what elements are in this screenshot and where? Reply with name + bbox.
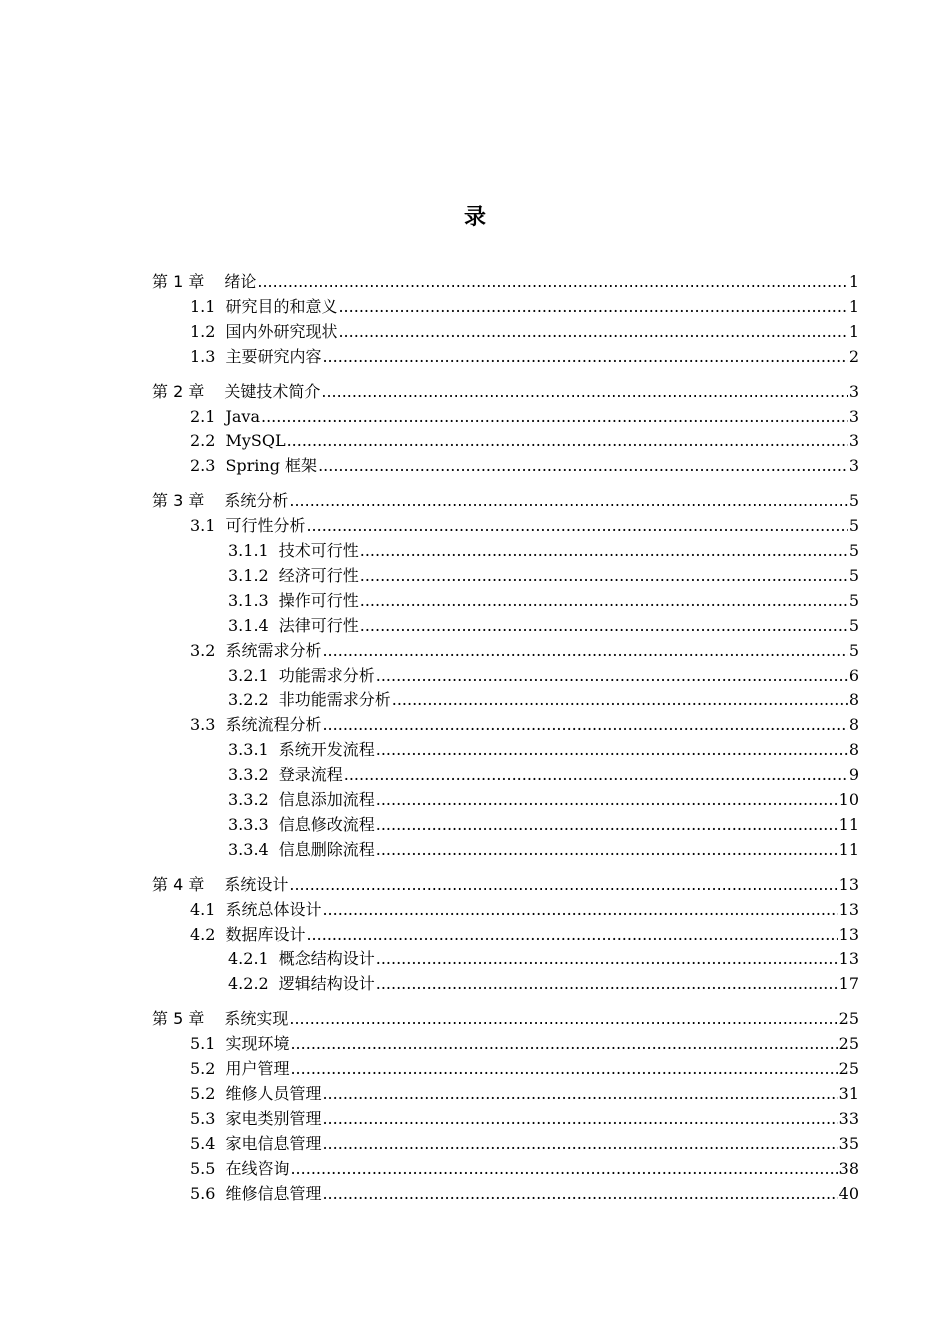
toc-dot-leader: [322, 713, 847, 737]
toc-entry[interactable]: [0, 295, 859, 319]
toc-entry-label: [228, 838, 375, 862]
toc-entry-text: 研究目的和意义: [225, 296, 338, 316]
toc-entry[interactable]: [0, 405, 859, 429]
toc-title: 录: [463, 205, 486, 230]
toc-entry-number: 1.2: [190, 321, 216, 341]
toc-entry[interactable]: [0, 1107, 859, 1131]
toc-entry-label: [152, 270, 256, 294]
toc-page-number: 3: [848, 431, 859, 451]
toc-dot-leader: [376, 813, 838, 837]
toc-entry-text: 系统设计: [224, 874, 289, 894]
toc-entry-label: [228, 788, 375, 812]
toc-entry-label: [152, 873, 288, 897]
toc-entry-label: [190, 1182, 321, 1206]
toc-entry-label: [190, 345, 321, 369]
toc-entry-number: 3.1: [190, 516, 216, 536]
toc-entry-text: 在线咨询: [225, 1158, 290, 1178]
toc-page-number: 6: [848, 665, 859, 685]
toc-entry-text: 关键技术简介: [224, 381, 321, 401]
toc-entry-number: 2.2: [190, 431, 216, 451]
toc-dot-leader: [376, 838, 838, 862]
toc-dot-leader: [322, 1107, 837, 1131]
toc-entry-text: 非功能需求分析: [278, 690, 391, 710]
toc-entry-label: [228, 539, 359, 563]
toc-entry-text: 技术可行性: [278, 541, 359, 560]
toc-entry-label: [190, 639, 321, 663]
toc-entry[interactable]: [0, 489, 859, 513]
toc-entry[interactable]: [0, 564, 859, 588]
toc-dot-leader: [360, 539, 848, 563]
toc-entry[interactable]: [0, 514, 859, 538]
toc-entry-number: 3.3.1: [228, 740, 269, 760]
toc-entry-label: [228, 564, 359, 588]
toc-page-number: 11: [838, 839, 859, 859]
toc-entry-text: Java: [225, 406, 260, 426]
toc-entry-text: 操作可行性: [278, 590, 359, 610]
toc-page-number: 9: [848, 765, 859, 785]
toc-entry-number: 3.1.1: [228, 541, 269, 560]
toc-page-number: 1: [848, 296, 859, 316]
toc-entry[interactable]: [0, 270, 859, 294]
toc-page-number: 5: [848, 541, 859, 560]
toc-entry-text: 系统流程分析: [225, 715, 322, 735]
toc-entry-text: 信息删除流程: [278, 839, 375, 859]
toc-page-number: 5: [848, 491, 859, 511]
toc-dot-leader: [289, 1007, 837, 1031]
toc-entry-number: 4.2: [190, 924, 216, 944]
toc-entry-number: 第 5 章: [152, 1009, 205, 1029]
toc-dot-leader: [289, 873, 837, 897]
toc-entry-label: [190, 713, 321, 737]
toc-entry-text: 逻辑结构设计: [278, 974, 375, 994]
toc-entry-label: [190, 898, 321, 922]
toc-page-number: 5: [848, 565, 859, 585]
toc-entry-text: 维修人员管理: [225, 1083, 322, 1103]
toc-page-number: 8: [848, 690, 859, 710]
toc-entry-text: 系统实现: [224, 1009, 289, 1029]
toc-entry-number: 4.1: [190, 899, 216, 919]
toc-entry-number: 3.2.1: [228, 665, 269, 685]
toc-entry[interactable]: [0, 1032, 859, 1056]
toc-entry-number: 3.2: [190, 640, 216, 660]
toc-entry-label: [190, 1082, 321, 1106]
toc-dot-leader: [360, 614, 848, 638]
toc-entry-label: [152, 1007, 288, 1031]
toc-entry-label: [152, 489, 288, 513]
toc-page-number: 25: [838, 1009, 859, 1029]
toc-entry-text: 系统总体设计: [225, 899, 322, 919]
toc-entry-text: 经济可行性: [278, 565, 359, 585]
toc-entry-text: 登录流程: [278, 765, 343, 785]
toc-entry-number: 5.2: [190, 1059, 216, 1078]
toc-entry-number: 3.3.2: [228, 765, 269, 785]
toc-page-number: 1: [848, 272, 859, 291]
toc-entry-label: [228, 763, 343, 787]
toc-dot-leader: [376, 664, 848, 688]
toc-entry-text: 信息添加流程: [278, 790, 375, 809]
toc-page-number: 13: [838, 949, 859, 969]
toc-dot-leader: [306, 923, 837, 947]
toc-dot-leader: [306, 514, 847, 538]
toc-entry[interactable]: [0, 639, 859, 663]
toc-dot-leader: [376, 972, 838, 996]
toc-dot-leader: [322, 639, 847, 663]
toc-entry-text: 维修信息管理: [225, 1183, 322, 1203]
toc-page-number: 5: [848, 590, 859, 610]
toc-dot-leader: [322, 1132, 837, 1156]
toc-entry-text: 实现环境: [225, 1034, 290, 1054]
toc-page-number: 1: [848, 321, 859, 341]
toc-entry[interactable]: [0, 873, 859, 897]
toc-entry-text: 绪论: [224, 272, 257, 291]
toc-entry-text: 信息修改流程: [278, 814, 375, 834]
toc-entry-text: 系统分析: [224, 491, 289, 511]
toc-dot-leader: [322, 1182, 837, 1206]
toc-dot-leader: [290, 1032, 837, 1056]
toc-page-number: 40: [838, 1183, 859, 1203]
toc-entry[interactable]: [0, 614, 859, 638]
toc-page-number: 25: [838, 1059, 859, 1078]
toc-entry-label: [190, 1132, 321, 1156]
toc-entry-number: 4.2.1: [228, 949, 269, 969]
toc-entry-number: 第 3 章: [152, 491, 205, 511]
toc-entry-label: [190, 295, 337, 319]
toc-entry[interactable]: [0, 813, 859, 837]
toc-entry[interactable]: [0, 664, 859, 688]
toc-entry-number: 2.1: [190, 406, 216, 426]
toc-dot-leader: [392, 688, 848, 712]
toc-page-number: 2: [848, 346, 859, 366]
toc-entry[interactable]: [0, 345, 859, 369]
toc-entry[interactable]: [0, 1082, 859, 1106]
toc-page-number: 13: [838, 899, 859, 919]
toc-entry-label: [228, 813, 375, 837]
toc-dot-leader: [289, 489, 847, 513]
toc-dot-leader: [376, 788, 838, 812]
toc-page-number: 33: [838, 1108, 859, 1128]
toc-entry-text: 主要研究内容: [225, 346, 322, 366]
toc-dot-leader: [261, 405, 848, 429]
toc-entry-number: 3.2.2: [228, 690, 269, 710]
toc-page-number: 5: [848, 640, 859, 660]
toc-entry-text: 法律可行性: [278, 615, 359, 635]
toc-dot-leader: [338, 320, 847, 344]
toc-entry[interactable]: [0, 454, 859, 478]
toc-entry-text: 国内外研究现状: [225, 321, 338, 341]
toc-entry-number: 3.1.3: [228, 590, 269, 610]
toc-dot-leader: [287, 429, 848, 453]
toc-dot-leader: [376, 947, 838, 971]
toc-entry-label: [190, 514, 305, 538]
toc-entry[interactable]: [0, 1132, 859, 1156]
toc-entry-number: 3.1.2: [228, 565, 269, 585]
toc-entry-label: [190, 1032, 289, 1056]
toc-entry-label: [190, 429, 286, 453]
toc-page-number: 13: [838, 924, 859, 944]
toc-entry-text: 概念结构设计: [278, 949, 375, 969]
toc-entry-number: 3.1.4: [228, 615, 269, 635]
toc-entry-number: 5.5: [190, 1158, 216, 1178]
toc-entry-label: [228, 614, 359, 638]
toc-entry-number: 3.3.4: [228, 839, 269, 859]
toc-entry-text: 家电信息管理: [225, 1133, 322, 1153]
toc-entry-label: [190, 454, 317, 478]
toc-entry[interactable]: [0, 972, 859, 996]
toc-entry-label: [190, 405, 260, 429]
toc-page-number: 3: [848, 381, 859, 401]
toc-entry-number: 3.3.2: [228, 790, 269, 809]
toc-entry[interactable]: [0, 688, 859, 712]
toc-entry[interactable]: [0, 1157, 859, 1181]
toc-entry[interactable]: [0, 1007, 859, 1031]
toc-dot-leader: [360, 589, 848, 613]
toc-entry-label: [228, 589, 359, 613]
toc-page-number: 25: [838, 1034, 859, 1054]
toc-entry-number: 5.2: [190, 1083, 216, 1103]
toc-page-number: 8: [848, 740, 859, 760]
toc-dot-leader: [360, 564, 848, 588]
toc-page-number: 10: [838, 790, 859, 809]
toc-page-number: 38: [838, 1158, 859, 1178]
toc-entry-label: [152, 380, 320, 404]
toc-entry[interactable]: [0, 923, 859, 947]
toc-entry-label: [228, 972, 375, 996]
toc-entry-text: 系统开发流程: [278, 740, 375, 760]
toc-page-number: 8: [848, 715, 859, 735]
toc-dot-leader: [321, 380, 847, 404]
toc-entry-text: MySQL: [225, 431, 286, 451]
toc-entry-number: 3.3.3: [228, 814, 269, 834]
toc-entry[interactable]: [0, 539, 859, 563]
toc-dot-leader: [338, 295, 847, 319]
toc-entry-text: 可行性分析: [225, 516, 306, 536]
toc-page-number: 3: [848, 406, 859, 426]
toc-dot-leader: [376, 738, 848, 762]
toc-entry-label: [190, 320, 337, 344]
toc-dot-leader: [290, 1157, 837, 1181]
toc-entry-label: [228, 947, 375, 971]
toc-page-number: 5: [848, 615, 859, 635]
toc-entry-number: 4.2.2: [228, 974, 269, 994]
toc-entry[interactable]: [0, 763, 859, 787]
toc-entry-number: 5.1: [190, 1034, 216, 1054]
toc-entry[interactable]: [0, 713, 859, 737]
toc-entry[interactable]: [0, 947, 859, 971]
toc-page-number: 17: [838, 974, 859, 994]
toc-page-number: 11: [838, 814, 859, 834]
toc-entry-text: Spring 框架: [225, 456, 318, 476]
toc-entry-text: 数据库设计: [225, 924, 306, 944]
toc-page-number: 5: [848, 516, 859, 536]
toc-dot-leader: [257, 270, 847, 294]
toc-entry-label: [190, 1107, 321, 1131]
toc-entry-number: 1.3: [190, 346, 216, 366]
toc-entry-label: [228, 688, 391, 712]
toc-dot-leader: [322, 898, 837, 922]
toc-entry-number: 3.3: [190, 715, 216, 735]
toc-entry-number: 5.4: [190, 1133, 216, 1153]
toc-entry-number: 2.3: [190, 456, 216, 476]
toc-entry-label: [190, 1057, 289, 1081]
toc-entry[interactable]: [0, 380, 859, 404]
toc-entry[interactable]: [0, 738, 859, 762]
toc-entry-label: [228, 738, 375, 762]
toc-entry-number: 5.6: [190, 1183, 216, 1203]
toc-entry-text: 家电类别管理: [225, 1108, 322, 1128]
toc-dot-leader: [290, 1057, 837, 1081]
toc-entry-number: 1.1: [190, 296, 216, 316]
toc-entry-label: [190, 1157, 289, 1181]
toc-entry-text: 系统需求分析: [225, 640, 322, 660]
toc-dot-leader: [322, 345, 847, 369]
toc-entry-text: 用户管理: [225, 1059, 290, 1078]
toc-entry[interactable]: [0, 589, 859, 613]
toc-entry[interactable]: [0, 1182, 859, 1206]
toc-page-number: 3: [848, 456, 859, 476]
toc-entry-number: 5.3: [190, 1108, 216, 1128]
toc-entry-text: 功能需求分析: [278, 665, 375, 685]
toc-entry-label: [228, 664, 375, 688]
toc-dot-leader: [318, 454, 848, 478]
toc-entry[interactable]: [0, 1057, 859, 1081]
toc-entry-number: 第 1 章: [152, 272, 205, 291]
toc-entry[interactable]: [0, 838, 859, 862]
toc-entry-number: 第 2 章: [152, 381, 205, 401]
toc-dot-leader: [322, 1082, 837, 1106]
toc-entry-label: [190, 923, 305, 947]
toc-entry[interactable]: [0, 429, 859, 453]
toc-page-number: 31: [838, 1083, 859, 1103]
toc-entry-number: 第 4 章: [152, 874, 205, 894]
toc-dot-leader: [344, 763, 848, 787]
toc-entry[interactable]: [0, 898, 859, 922]
toc-entry[interactable]: [0, 320, 859, 344]
toc-page-number: 13: [838, 874, 859, 894]
toc-page-number: 35: [838, 1133, 859, 1153]
toc-entry[interactable]: [0, 788, 859, 812]
